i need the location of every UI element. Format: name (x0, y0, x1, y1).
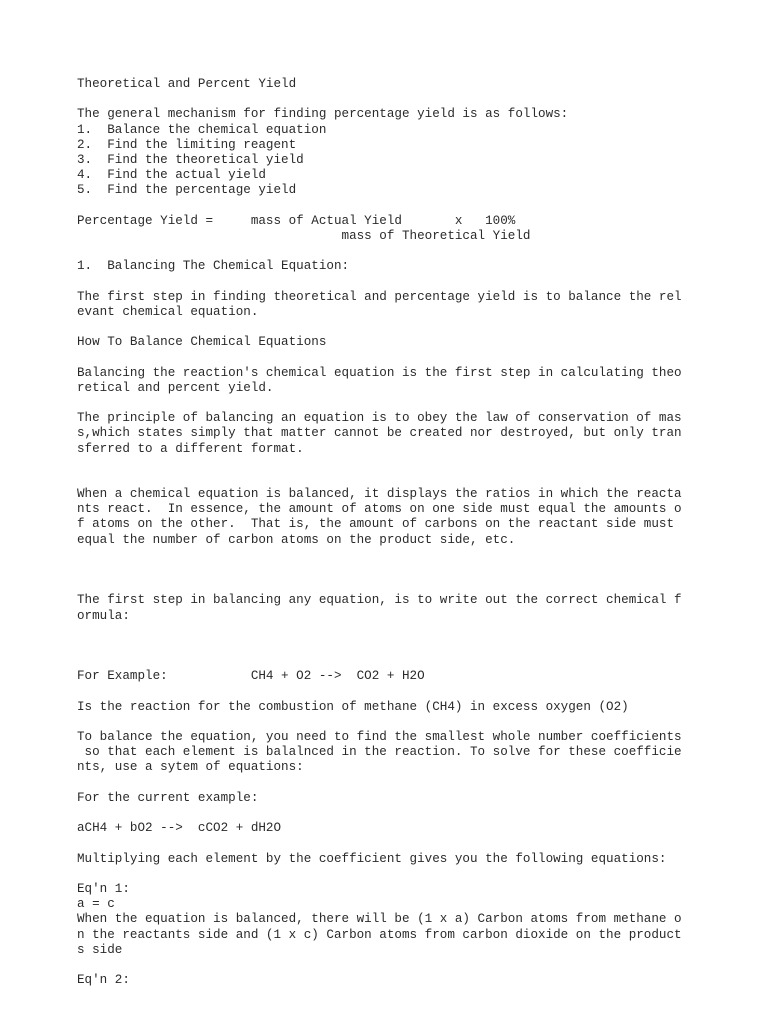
text-line (77, 457, 717, 472)
text-line (77, 776, 717, 791)
text-line: f atoms on the other. That is, the amount of carbons on the reactant side must (77, 517, 675, 532)
text-line: nts react. In essence, the amount of atoms on one side must equal the amounts o (77, 502, 682, 517)
text-line: evant chemical equation. (77, 304, 259, 319)
text-line: Percentage Yield = mass of Actual Yield x 100% (77, 213, 516, 228)
text-line: retical and percent yield. (77, 380, 274, 395)
text-line: For the current example: (77, 790, 259, 805)
text-line (77, 472, 717, 487)
text-line (77, 654, 717, 669)
text-line (77, 563, 717, 578)
text-line (77, 548, 717, 563)
text-line: 2. Find the limiting reagent (77, 137, 297, 152)
text-line: The first step in balancing any equation, is to write out the correct chemical f (77, 593, 682, 608)
text-line (77, 624, 717, 639)
text-line: The first step in finding theoretical and percentage yield is to balance the rel (77, 289, 682, 304)
text-line: The principle of balancing an equation is to obey the law of conservation of mas (77, 411, 682, 426)
text-line: s,which states simply that matter cannot be created nor destroyed, but only tran (77, 426, 682, 441)
text-line: 1. Balance the chemical equation (77, 122, 327, 137)
text-line: 5. Find the percentage yield (77, 183, 297, 198)
text-line: 1. Balancing The Chemical Equation: (77, 259, 350, 274)
text-line: To balance the equation, you need to find the smallest whole number coefficients (77, 730, 682, 745)
text-line (77, 806, 717, 821)
text-line (77, 396, 717, 411)
text-line: Multiplying each element by the coefficient gives you the following equations: (77, 851, 667, 866)
text-line (77, 715, 717, 730)
text-line (77, 199, 717, 214)
text-line (77, 685, 717, 700)
text-line (77, 578, 717, 593)
text-line (77, 350, 717, 365)
text-line: Eq'n 1: (77, 881, 130, 896)
text-line (77, 639, 717, 654)
text-line: sferred to a different format. (77, 441, 304, 456)
text-line (77, 958, 717, 973)
text-line (77, 274, 717, 289)
text-line: For Example: CH4 + O2 --> CO2 + H2O (77, 669, 425, 684)
text-line: so that each element is balalnced in the reaction. To solve for these coefficie (77, 745, 682, 760)
text-line: n the reactants side and (1 x c) Carbon atoms from carbon dioxide on the product (77, 927, 682, 942)
text-line: equal the number of carbon atoms on the product side, etc. (77, 532, 516, 547)
text-line: Eq'n 2: (77, 973, 130, 988)
text-line: Theoretical and Percent Yield (77, 77, 297, 91)
text-line: When the equation is balanced, there will be (1 x a) Carbon atoms from methane o (77, 912, 682, 927)
text-line: mass of Theoretical Yield (77, 228, 531, 243)
text-line (77, 836, 717, 851)
text-line (77, 867, 717, 882)
text-line (77, 92, 717, 107)
text-line: ormula: (77, 608, 130, 623)
text-line: aCH4 + bO2 --> cCO2 + dH2O (77, 821, 282, 836)
text-line: How To Balance Chemical Equations (77, 335, 327, 350)
text-line: 4. Find the actual yield (77, 168, 266, 183)
text-line (77, 244, 717, 259)
document-body-text (77, 77, 717, 988)
text-line (77, 320, 717, 335)
text-line: 3. Find the theoretical yield (77, 152, 304, 167)
text-line: Is the reaction for the combustion of methane (CH4) in excess oxygen (O2) (77, 699, 629, 714)
text-line: The general mechanism for finding percentage yield is as follows: (77, 107, 569, 122)
text-line: Balancing the reaction's chemical equation is the first step in calculating theo (77, 365, 682, 380)
text-line: a = c (77, 897, 115, 912)
text-line: nts, use a sytem of equations: (77, 760, 304, 775)
text-line: s side (77, 942, 123, 957)
text-line: When a chemical equation is balanced, it displays the ratios in which the reacta (77, 487, 682, 502)
